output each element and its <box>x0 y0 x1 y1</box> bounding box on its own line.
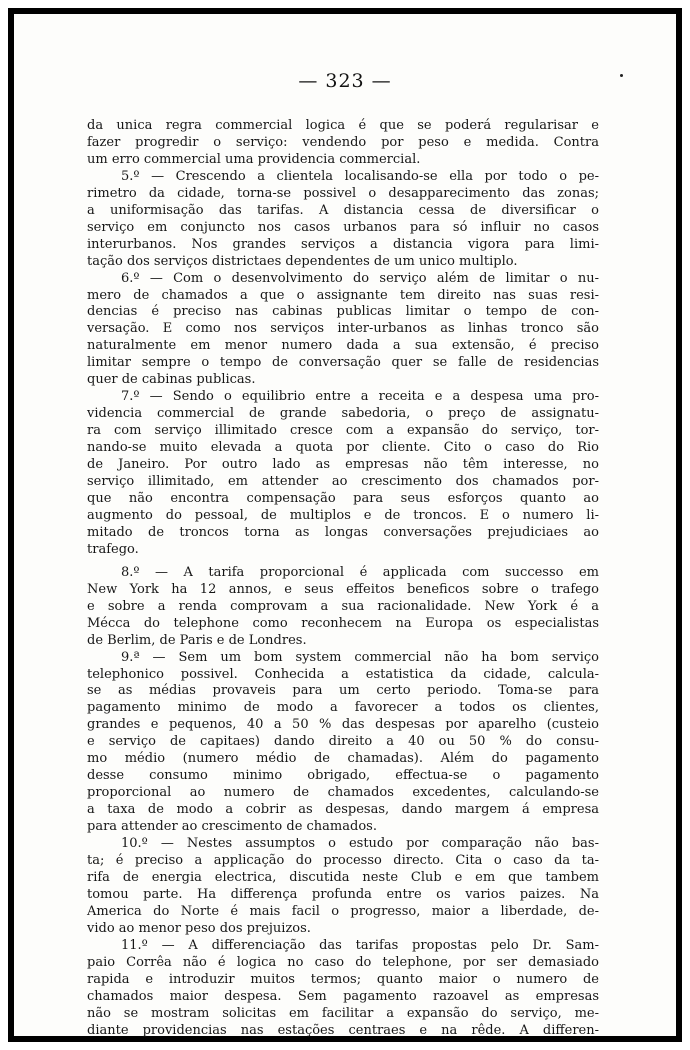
text-line: dencias é preciso nas cabinas publicas limitar o tempo de con- <box>87 304 599 320</box>
text-line: e serviço de capitaes) dando direito a 40 ou 50 % do consu- <box>87 734 599 750</box>
text-line: mo médio (numero médio de chamadas). Além do pagamento <box>87 751 599 767</box>
text-line: não se mostram solicitas em facilitar a expansão do serviço, me- <box>87 1005 599 1021</box>
document-page <box>14 14 676 1036</box>
text-line: de Berlim, de Paris e de Londres. <box>87 632 307 648</box>
text-line: tomou parte. Ha differença profunda entre os varios paizes. Na <box>87 886 599 902</box>
text-line: rapida e introduzir muitos termos; quanto maior o numero de <box>87 971 599 987</box>
text-line: que não encontra compensação para seus esforços quanto ao <box>87 490 599 506</box>
paragraph-7-start: 7.º — Sendo o equilibrio entre a receita e a despesa uma pro- <box>121 389 599 405</box>
text-line: rifa de energia electrica, discutida neste Club e em que tambem <box>87 869 599 885</box>
text-line: mitado de troncos torna as longas conversações prejudiciaes ao <box>87 524 599 540</box>
text-line: diante providencias nas estações centraes e na rêde. A differen- <box>87 1022 599 1038</box>
text-line: grandes e pequenos, 40 a 50 % das despesas por aparelho (custeio <box>87 717 599 733</box>
text-line: ra com serviço illimitado cresce com a expansão do serviço, tor- <box>87 423 599 439</box>
paragraph-10-start: 10.º — Nestes assumptos o estudo por comparação não bas- <box>121 836 599 852</box>
text-line: chamados maior despesa. Sem pagamento razoavel as empresas <box>87 988 599 1004</box>
text-line: rimetro da cidade, torna-se possivel o desapparecimento das zonas; <box>87 185 599 201</box>
paragraph-6-start: 6.º — Com o desenvolvimento do serviço além de limitar o nu- <box>121 270 599 286</box>
text-line: um erro commercial uma providencia commercial. <box>87 151 421 167</box>
paragraph-11-start: 11.º — A differenciação das tarifas propostas pelo Dr. Sam- <box>121 937 599 953</box>
text-line: quer de cabinas publicas. <box>87 372 256 388</box>
paragraph-5-start: 5.º — Crescendo a clientela localisando-se ella por todo o pe- <box>121 168 599 184</box>
text-line: limitar sempre o tempo de conversação quer se falle de residencias <box>87 355 599 371</box>
text-line: da unica regra commercial logica é que se poderá regularisar e <box>87 118 599 133</box>
text-line: trafego. <box>87 541 139 557</box>
text-line: vido ao menor peso dos prejuizos. <box>87 920 311 936</box>
text-line: desse consumo minimo obrigado, effectua-se o pagamento <box>87 768 599 784</box>
text-line: serviço illimitado, em attender ao crescimento dos chamados por- <box>87 474 599 490</box>
text-line: mero de chamados a que o assignante tem direito nas suas resi- <box>87 287 599 303</box>
text-line: interurbanos. Nos grandes serviços a distancia vigora para limi- <box>87 236 599 252</box>
body-text <box>87 118 599 1039</box>
text-line: fazer progredir o serviço: vendendo por peso e medida. Contra <box>87 134 599 150</box>
text-line: de Janeiro. Por outro lado as empresas não têm interesse, no <box>87 457 599 473</box>
text-line: proporcional ao numero de chamados excedentes, calculando-se <box>87 785 599 801</box>
text-line: tação dos serviços districtaes dependentes de um unico multiplo. <box>87 253 518 269</box>
text-line: videncia commercial de grande sabedoria, o preço de assignatu- <box>87 406 599 422</box>
text-line: para attender ao crescimento de chamados. <box>87 819 377 835</box>
ink-speck <box>620 74 623 77</box>
text-line: nando-se muito elevada a quota por cliente. Cito o caso do Rio <box>87 440 599 456</box>
text-line: a taxa de modo a cobrir as despesas, dando margem á empresa <box>87 802 599 818</box>
text-line: serviço em conjuncto nos casos urbanos para só influir no casos <box>87 219 599 235</box>
text-line: se as médias provaveis para um certo periodo. Toma-se para <box>87 683 599 699</box>
paragraph-8-start: 8.º — A tarifa proporcional é applicada com successo em <box>121 564 599 580</box>
text-line: Mécca do telephone como reconhecem na Europa os especialistas <box>87 615 599 631</box>
page-number: — 323 — <box>298 70 392 92</box>
text-line: pagamento minimo de modo a favorecer a todos os clientes, <box>87 700 599 716</box>
text-line: America do Norte é mais facil o progresso, maior a liberdade, de- <box>87 903 599 919</box>
text-line: New York ha 12 annos, e seus effeitos beneficos sobre o trafego <box>87 581 599 597</box>
text-line: ta; é preciso a applicação do processo directo. Cita o caso da ta- <box>87 852 599 868</box>
text-line: a uniformisação das tarifas. A distancia cessa de diversificar o <box>87 202 599 218</box>
paragraph-9-start: 9.ª — Sem um bom system commercial não ha bom serviço <box>121 649 599 665</box>
text-line: naturalmente em menor numero dada a sua extensão, é preciso <box>87 338 599 354</box>
text-line: e sobre a renda comprovam a sua racionalidade. New York é a <box>87 598 599 614</box>
text-line: versação. E como nos serviços inter-urbanos as linhas tronco são <box>87 321 599 337</box>
text-line: telephonico possivel. Conhecida a estatistica da cidade, calcula- <box>87 666 599 682</box>
text-line: augmento do pessoal, de multiplos e de troncos. E o numero li- <box>87 507 599 523</box>
text-line: paio Corrêa não é logica no caso do telephone, por ser demasiado <box>87 954 599 970</box>
